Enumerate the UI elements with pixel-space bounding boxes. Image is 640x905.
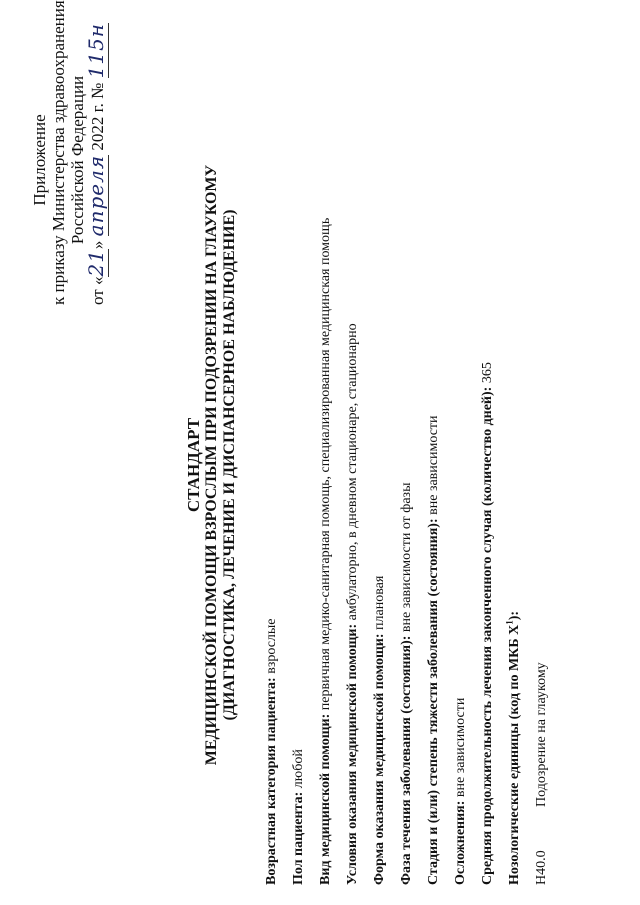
- handwritten-month: апреля: [84, 154, 108, 237]
- federation-line: Российской Федерации: [68, 75, 87, 245]
- approval-block: [30, 0, 108, 305]
- field-nosology-heading: Нозологические единицы (код по МКБ $X^1$):: [504, 610, 522, 885]
- standard-fields: [258, 15, 555, 885]
- document-title: [185, 85, 239, 845]
- field-care-type: Вид медицинской помощи: первичная медико-санитарная помощь, специализированная медицинская помощь: [318, 217, 333, 885]
- field-disease-phase: Фаза течения заболевания (состояния): вне зависимости от фазы: [399, 482, 414, 885]
- field-care-form: Форма оказания медицинской помощи: плановая: [372, 575, 387, 885]
- date-mid: »: [88, 240, 107, 250]
- nosology-row: [528, 15, 555, 885]
- handwritten-number: 115н: [84, 23, 108, 79]
- date-prefix: от «: [88, 276, 107, 305]
- title-standard: СТАНДАРТ: [184, 417, 203, 513]
- field-disease-stage: Стадия и (или) степень тяжести заболевания (состояния): вне зависимости: [426, 415, 441, 885]
- order-date-number: [84, 15, 108, 305]
- title-sub: (ДИАГНОСТИКА, ЛЕЧЕНИЕ И ДИСПАНСЕРНОЕ НАБЛЮДЕНИЕ): [221, 209, 238, 721]
- field-care-conditions: Условия оказания медицинской помощи: амбулаторно, в дневном стационаре, стационарно: [345, 323, 360, 885]
- field-age-category: Возрастная категория пациента: взрослые: [264, 618, 279, 885]
- icd-code: H40.0: [534, 850, 549, 885]
- field-sex: Пол пациента: любой: [291, 749, 306, 885]
- order-line: к приказу Министерства здравоохранения: [49, 0, 68, 305]
- field-treatment-duration: Средняя продолжительность лечения законченного случая (количество дней): 365: [480, 362, 495, 885]
- appendix-label: Приложение: [30, 114, 49, 206]
- title-main: МЕДИЦИНСКОЙ ПОМОЩИ ВЗРОСЛЫМ ПРИ ПОДОЗРЕНИИ НА ГЛАУКОМУ: [203, 164, 220, 766]
- field-complications: Осложнения: вне зависимости: [453, 697, 468, 885]
- icd-name: Подозрение на глаукому: [534, 662, 549, 807]
- year-text: 2022 г. №: [88, 82, 107, 151]
- handwritten-day: 21: [84, 249, 108, 277]
